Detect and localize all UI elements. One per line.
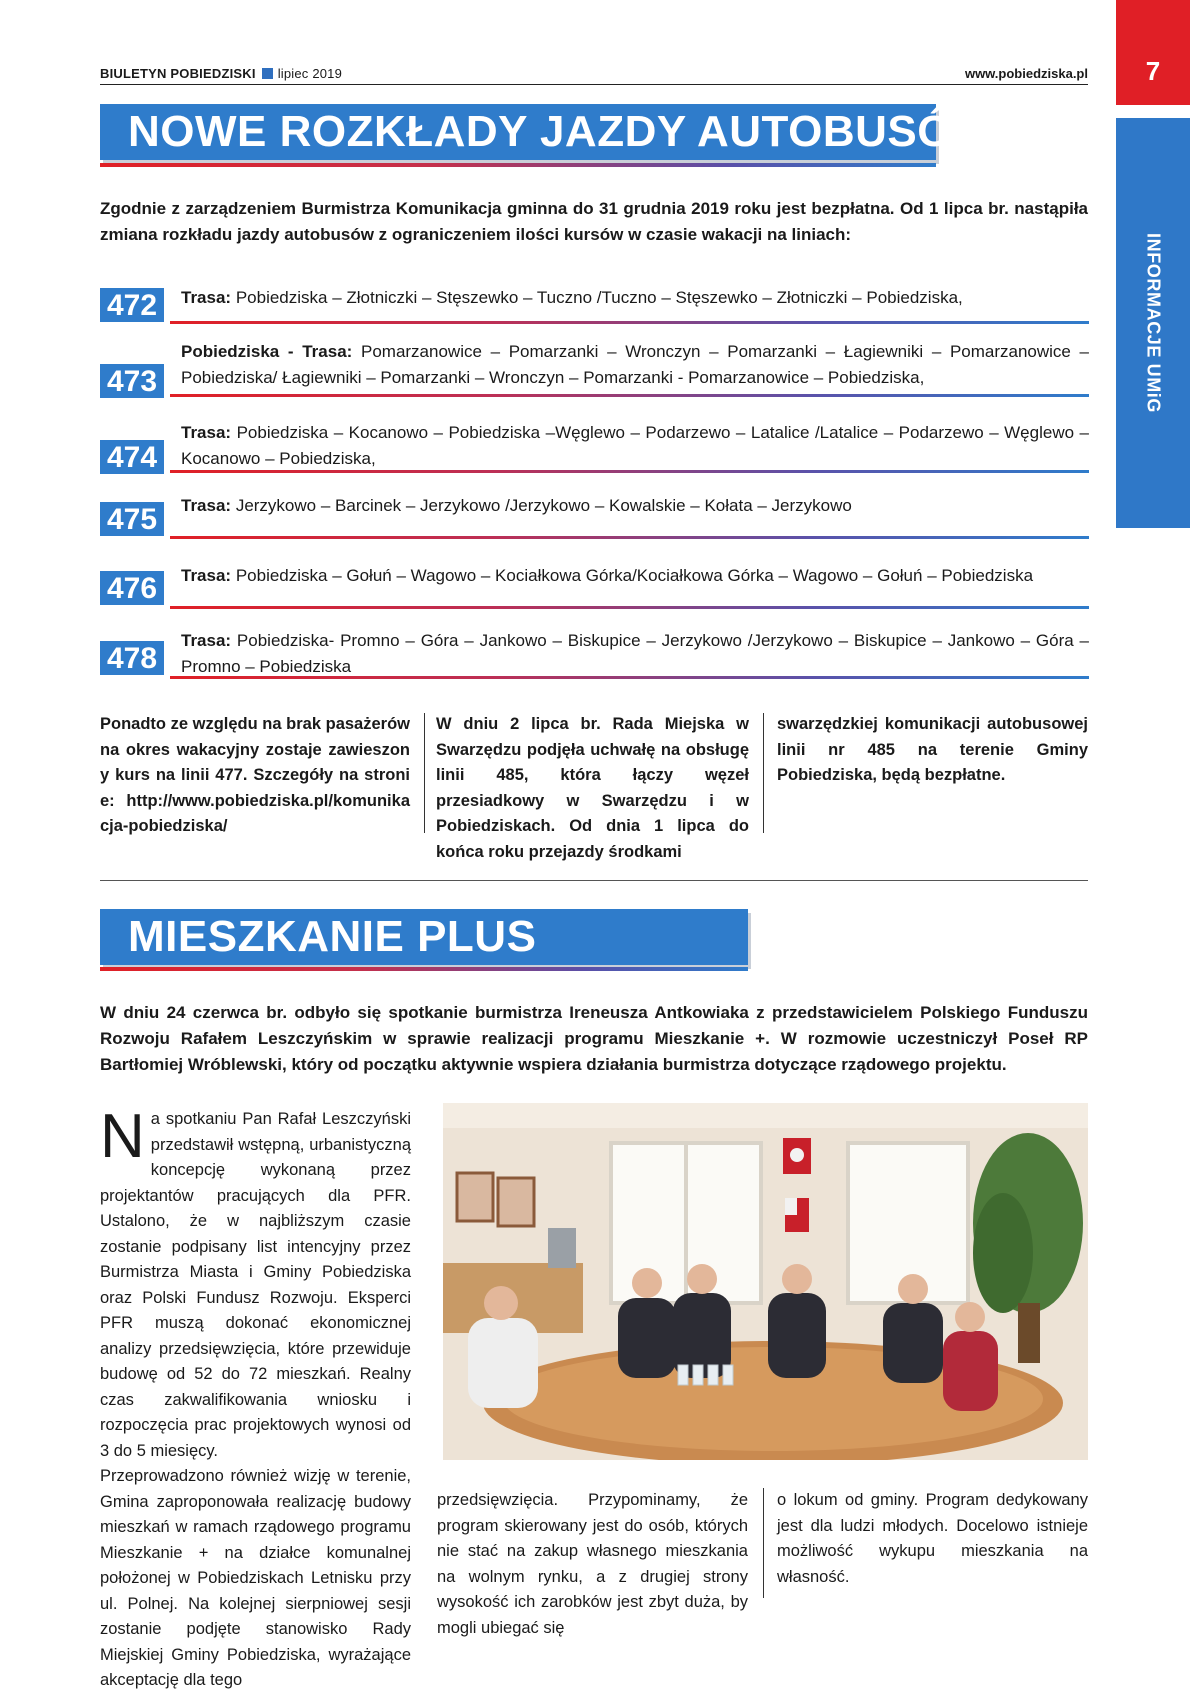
housing-section-title: MIESZKANIE PLUS bbox=[128, 912, 537, 961]
housing-title-underline bbox=[100, 967, 748, 971]
publication-header bbox=[100, 66, 342, 81]
route-stops: Pomarzanowice – Pomarzanki – Wronczyn – Pomarzanki – Łagiewniki – Pomarzanowice – Pobiedziska/ Łagiewniki – Pomarzanki – Wronczyn – Pomarzanki - Pomarzanowice – Pobiedziska, bbox=[181, 342, 1089, 387]
meeting-photo bbox=[443, 1103, 1088, 1460]
drop-cap: N bbox=[100, 1102, 145, 1171]
section-divider bbox=[100, 880, 1088, 881]
route-divider bbox=[170, 606, 1089, 609]
route-divider bbox=[170, 536, 1089, 539]
housing-intro: W dniu 24 czerwca br. odbyło się spotkanie burmistrza Ireneusza Antkowiaka z przedstawicielem Polskiego Funduszu Rozwoju Rafałem Leszczyńskim w sprawie realizacji programu Mieszkanie +. W rozmowie uczestniczył Poseł RP Bartłomiej Wróblewski, który od początku aktywnie wspiera działania burmistrza dotyczące rządowego projektu. bbox=[100, 1003, 1088, 1074]
bus-section-title-banner bbox=[100, 104, 995, 160]
section-side-label: INFORMACJE UMiG bbox=[1143, 233, 1164, 413]
header-divider bbox=[100, 84, 1088, 85]
route-divider bbox=[170, 321, 1089, 324]
route-label: Trasa: bbox=[181, 288, 232, 307]
route-text bbox=[181, 420, 1089, 472]
route-stops: Pobiedziska – Kocanowo – Pobiedziska –Węglewo – Podarzewo – Latalice /Latalice – Podarzewo – Węglewo – Kocanowo – Pobiedziska, bbox=[181, 423, 1089, 468]
route-text bbox=[181, 285, 1089, 311]
route-number-badge: 472 bbox=[100, 288, 164, 322]
route-stops: Jerzykowo – Barcinek – Jerzykowo /Jerzykowo – Kowalskie – Kołata – Jerzykowo bbox=[231, 496, 852, 515]
column-divider bbox=[424, 713, 425, 833]
square-icon bbox=[262, 68, 273, 79]
route-text bbox=[181, 339, 1089, 391]
page-number: 7 bbox=[1145, 56, 1161, 86]
bus-column-3: swarzędzkiej komunikacji autobusowej linii nr 485 na terenie Gminy Pobiedziska, będą bezpłatne. bbox=[777, 715, 1088, 784]
route-label: Trasa: bbox=[181, 423, 232, 442]
route-stops: Pobiedziska – Złotniczki – Stęszewko – Tuczno /Tuczno – Stęszewko – Złotniczki – Pobiedziska, bbox=[231, 288, 963, 307]
bus-column-1: Ponadto ze względu na brak pasażerów na okres wakacyjny zostaje zawieszony kurs na linii 477. Szczegóły na stronie: http://www.pobiedziska.pl/komunikacja-pobiedziska/ bbox=[100, 715, 410, 835]
route-label: Trasa: bbox=[181, 566, 232, 585]
route-stops: Pobiedziska – Gołuń – Wagowo – Kociałkowa Górka/Kociałkowa Górka – Wagowo – Gołuń – Pobiedziska bbox=[231, 566, 1034, 585]
route-number-badge: 478 bbox=[100, 641, 164, 675]
housing-column-1 bbox=[100, 1102, 411, 1694]
route-divider bbox=[170, 394, 1089, 397]
route-text bbox=[181, 628, 1089, 680]
column-divider bbox=[763, 1488, 764, 1598]
publication-name: BIULETYN POBIEDZISKI bbox=[100, 66, 256, 81]
housing-column-2: przedsięwzięcia. Przypominamy, że program skierowany jest do osób, których nie stać na zakup własnego mieszkania na wolnym rynku, a z drugiej strony wysokość ich zarobków jest zbyt duża, by mogli ubiegać się bbox=[437, 1491, 748, 1637]
column-divider bbox=[763, 713, 764, 833]
issue-date: lipiec 2019 bbox=[277, 66, 343, 81]
housing-section-title-banner bbox=[100, 909, 748, 965]
route-divider bbox=[170, 470, 1089, 473]
bus-intro: Zgodnie z zarządzeniem Burmistrza Komunikacja gminna do 31 grudnia 2019 roku jest bezpłatna. Od 1 lipca br. nastąpiła zmiana rozkładu jazdy autobusów z ograniczeniem ilości kursów w czasie wakacji na liniach: bbox=[100, 199, 1088, 244]
route-text bbox=[181, 563, 1089, 589]
route-label: Pobiedziska - Trasa: bbox=[181, 342, 353, 361]
bus-column-2: W dniu 2 lipca br. Rada Miejska w Swarzędzu podjęła uchwałę na obsługę linii 485, która łączy węzeł przesiadkowy w Swarzędzu i w Pobiedziskach. Od dnia 1 lipca do końca roku przejazdy środkami bbox=[436, 715, 749, 861]
route-number-badge: 474 bbox=[100, 440, 164, 474]
route-label: Trasa: bbox=[181, 631, 232, 650]
bus-section-title: NOWE ROZKŁADY JAZDY AUTOBUSÓW bbox=[128, 107, 995, 156]
route-number-badge: 476 bbox=[100, 571, 164, 605]
route-label: Trasa: bbox=[181, 496, 232, 515]
route-text bbox=[181, 493, 1089, 519]
housing-column-3: o lokum od gminy. Program dedykowany jest dla ludzi młodych. Docelowo istnieje możliwość wykupu mieszkania na własność. bbox=[777, 1491, 1088, 1586]
page-number-tab bbox=[1116, 0, 1190, 105]
housing-col1-paragraph-2: Przeprowadzono również wizję w terenie, Gmina zaproponowała realizację budowy mieszkań w ramach rządowego programu Mieszkanie + na działce komunalnej położonej w Pobiedziskach Letnisku przy ul. Polnej. Na kolejnej sierpniowej sesji zostanie podjęte stanowisko Rady Miejskiej Gminy Pobiedziska, wyrażające akceptację dla tego bbox=[100, 1467, 411, 1689]
bus-title-underline bbox=[100, 163, 936, 167]
route-divider bbox=[170, 676, 1089, 679]
route-number-badge: 473 bbox=[100, 364, 164, 398]
website-link[interactable]: www.pobiedziska.pl bbox=[964, 66, 1088, 81]
route-number-badge: 475 bbox=[100, 502, 164, 536]
route-stops: Pobiedziska- Promno – Góra – Jankowo – Biskupice – Jerzykowo /Jerzykowo – Biskupice – Jankowo – Góra – Promno – Pobiedziska bbox=[181, 631, 1089, 676]
housing-col1-paragraph-1: a spotkaniu Pan Rafał Leszczyński przedstawił wstępną, urbanistyczną koncepcję wykonaną przez projektantów pracujących dla PFR. Ustalono, że w najbliższym czasie zostanie podpisany list intencyjny przez Burmistrza Miasta i Gminy Pobiedziska oraz Polski Fundusz Rozwoju. Eksperci PFR muszą dokonać ekonomicznej analizy przedsięwzięcia, które przewiduje budowę od 52 do 72 mieszkań. Realny czas zakwalifikowania wniosku i rozpoczęcia prac projektowych wynosi od 3 do 5 miesięcy. bbox=[100, 1110, 411, 1460]
